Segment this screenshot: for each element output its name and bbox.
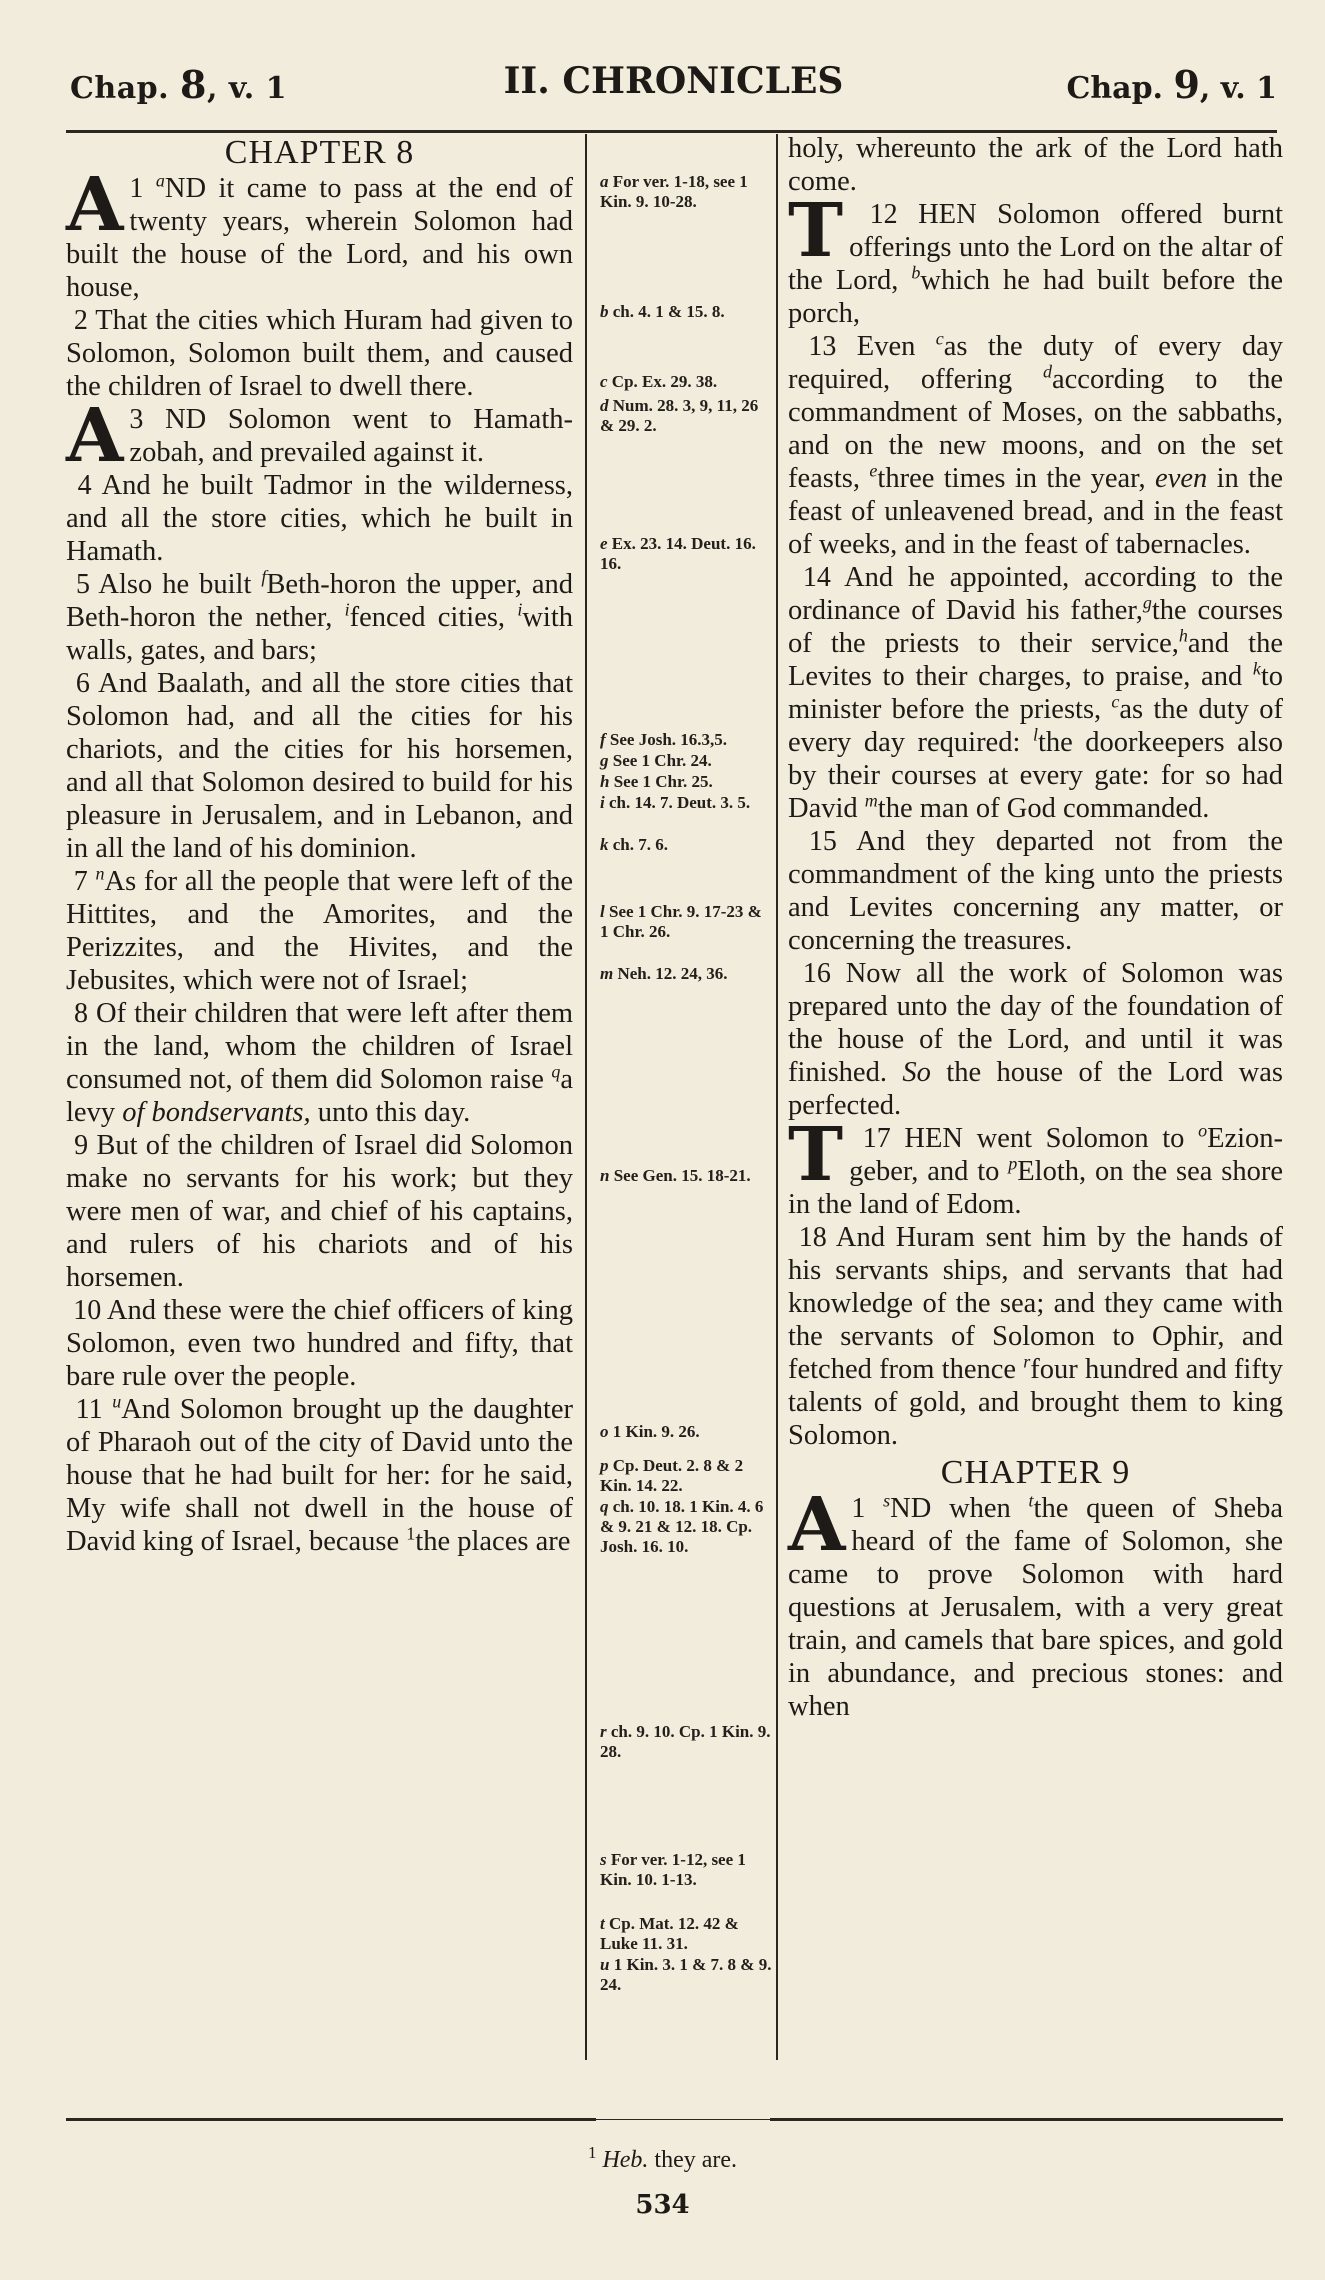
ref-text: See Josh. 16.3,5. [609,730,728,749]
ref-mark: s [883,1490,891,1511]
verse-8-14 [788,561,1283,825]
cross-ref [600,534,772,574]
ref-text: ch. 9. 10. Cp. 1 Kin. 9. 28. [600,1722,771,1761]
cross-ref [600,1955,772,1995]
verse-text: the doorkeepers also by their courses at every gate: for so had David [788,727,1284,824]
cross-ref [600,835,772,855]
verse-text: and the Levites to their charges, to praise, and [788,628,1283,692]
ref-text: Cp. Deut. 2. 8 & 2 Kin. 14. 22. [600,1456,744,1495]
cross-ref [600,793,772,813]
verse-text: Ezion-geber, and to [849,1123,1284,1187]
verse-8-3 [66,393,573,479]
verse-text: And Baalath, and all the store cities that Solomon had, and all the cities for his chariots, and the cities for his horsemen, and all that Solomon desired to build for his pleasure in Jerusalem, and in Lebanon, and in all the land of his dominion. [66,668,573,864]
ref-mark: m [864,790,878,811]
ref-text: Ex. 23. 14. Deut. 16. 16. [600,534,756,573]
ref-mark: q [600,1497,609,1516]
verse-text: As for all the people that were left of the Hittites, and the Amorites, and the Perizzites, and the Hivites, and the Jebusites, which were not of Israel; [66,866,574,996]
header-right-suffix: , v. 1 [1199,71,1277,106]
header-left-suffix: , v. 1 [206,71,288,106]
ref-mark: e [869,460,878,481]
left-column [66,132,573,1558]
chapter-9-heading: CHAPTER 9 [940,1454,1131,1491]
cross-ref [600,730,772,750]
ref-text: ch. 14. 7. Deut. 3. 5. [608,793,751,812]
verse-number: 3 [129,404,144,435]
drop-cap: T [788,1112,844,1198]
verse-text: HEN Solomon offered burnt offerings unto the Lord on the altar of the Lord, [788,199,1283,296]
footnote [0,2143,1325,2174]
header-right-num: 9 [1173,62,1200,107]
ref-mark: k [600,835,609,854]
ref-text: ch. 7. 6. [612,835,668,854]
drop-cap: A [788,1482,846,1568]
ref-mark: f [600,730,606,749]
verse-text: HEN went Solomon to [904,1123,1185,1154]
cross-ref [600,1497,772,1557]
ref-mark: g [1142,592,1152,613]
ref-text: ch. 10. 18. 1 Kin. 4. 6 & 9. 21 & 12. 18. Cp. Josh. 16. 10. [600,1497,764,1556]
cross-ref [600,302,772,322]
verse-8-6 [66,667,573,865]
verse-text: three times in the year, [877,463,1146,494]
verse-text: Of their children that were left after them in the land, whom the children of Israel consumed not, of them did Solomon raise [66,998,574,1095]
verse-text: the places are [415,1526,571,1557]
verse-number: 13 [808,331,837,362]
verse-text: the courses of the priests to their service, [788,595,1283,659]
ref-mark: g [600,751,609,770]
cross-ref [600,396,772,436]
verse-number: 16 [802,958,831,989]
cross-ref [600,1166,772,1186]
verse-number: 18 [798,1222,827,1253]
ref-mark: i [344,599,350,620]
header-left-prefix: Chap. [70,71,170,106]
verse-number: 4 [77,470,92,501]
verse-text: But of the children of Israel did Solomon make no servants for his work; but they were men of war, and chief of his captains, and rulers of his chariots and of his horsemen. [66,1130,574,1293]
verse-text: And Solomon brought up the daughter of Pharaoh out of the city of David unto the house that he had built for her: for he said, My wife shall not dwell in the house of David king of Israel, because [66,1394,574,1557]
verse-text: as the duty of every day required, offering [788,331,1284,395]
column-rule-right [776,134,778,2060]
right-column [788,132,1283,1723]
verse-9-1 [788,1482,1283,1723]
ref-mark: l [1032,724,1038,745]
ref-mark: c [1111,691,1120,712]
ref-mark: u [600,1955,610,1974]
verse-text: fenced cities, [349,602,506,633]
verse-number: 8 [74,998,89,1029]
verse-text: ND when [890,1493,1011,1524]
verse-text: Now all the work of Solomon was prepared unto the day of the foundation of the house of the Lord, and until it was finished. [788,958,1284,1088]
verse-8-12 [788,188,1283,330]
verse-8-1 [66,162,573,304]
verse-number: 14 [802,562,831,593]
verse-text: Beth-horon the upper, and Beth-horon the nether, [66,569,574,633]
verse-8-11 [66,1393,573,1558]
ref-mark: r [1023,1351,1031,1372]
ref-text: For ver. 1-12, see 1 Kin. 10. 1-13. [600,1850,746,1889]
ref-text: See 1 Chr. 24. [612,751,712,770]
verse-8-10 [66,1294,573,1393]
verse-text: unto this day. [317,1097,471,1128]
verse-8-13 [788,330,1283,561]
ref-mark: a [155,170,165,191]
verse-number: 6 [75,668,90,699]
verse-text: a levy [66,1064,574,1128]
ref-mark: k [1252,658,1261,679]
ref-mark: i [517,599,523,620]
verse-text: ND it came to pass at the end of twenty years, wherein Solomon had built the house of the Lord, and his own house, [66,173,573,303]
verse-number: 2 [73,305,88,336]
column-rule-left [585,134,587,2060]
verse-8-16 [788,957,1283,1122]
verse-text: which he had built before the porch, [788,265,1283,329]
verse-8-2 [66,304,573,403]
ref-text: See 1 Chr. 25. [613,772,713,791]
cross-ref [600,1850,772,1890]
verse-number: 7 [73,866,88,897]
cross-ref [600,772,772,792]
ref-mark: e [600,534,608,553]
cross-ref [600,751,772,771]
footnote-mark: 1 [406,1523,416,1544]
ref-text: ch. 4. 1 & 15. 8. [612,302,725,321]
verse-text: Even [856,331,916,362]
ref-mark: t [1028,1490,1034,1511]
footnote-rule-right [770,2118,1283,2121]
cross-ref [600,1722,772,1762]
ref-text: Cp. Mat. 12. 42 & Luke 11. 31. [600,1914,739,1953]
verse-number: 9 [74,1130,89,1161]
verse-text: And he built Tadmor in the wilderness, and all the store cities, which he built in Hamath. [66,470,574,567]
cross-ref [600,1422,772,1442]
ref-mark: c [600,372,608,391]
footnote-rule-middle [596,2119,770,2120]
ref-mark: o [1198,1120,1208,1141]
ref-mark: f [261,566,267,587]
verse-number: 15 [808,826,837,857]
verse-8-15 [788,825,1283,957]
ref-mark: d [1043,361,1052,382]
footnote-italic: Heb. [602,2147,649,2173]
ref-mark: l [600,902,605,921]
ref-mark: a [600,172,609,191]
verse-number: 5 [76,569,90,600]
ref-mark: p [1008,1153,1018,1174]
verse-number: 10 [73,1295,102,1326]
verse-number: 1 [851,1493,866,1524]
verse-text: the house of the Lord was perfected. [788,1057,1283,1121]
header-right-chapter-ref [1066,62,1277,107]
ref-mark: r [600,1722,607,1741]
ref-mark: c [935,328,944,349]
cross-ref [600,372,772,392]
page-number: 534 [635,2190,690,2220]
header-right-prefix: Chap. [1066,71,1164,106]
verse-number: 17 [862,1123,891,1154]
verse-text: And these were the chief officers of king Solomon, even two hundred and fifty, that bare rule over the people. [66,1295,574,1392]
footnote-text: they are. [654,2147,738,2173]
ref-mark: b [911,262,921,283]
ref-text: For ver. 1-18, see 1 Kin. 9. 10-28. [600,172,748,211]
verse-text: Eloth, on the sea shore in the land of Edom. [788,1156,1283,1220]
verse-8-18 [788,1221,1283,1452]
ref-mark: t [600,1914,605,1933]
verse-8-9 [66,1129,573,1294]
verse-8-8 [66,997,573,1129]
cross-ref [600,902,772,942]
ref-mark: q [551,1061,561,1082]
verse-italic: even [1155,463,1208,494]
verse-text: in the feast of unleavened bread, and in the feast of weeks, and in the feast of tabernacles. [788,463,1284,560]
verse-italic: So [902,1057,931,1088]
verse-number: 1 [129,173,144,204]
drop-cap: A [66,393,124,479]
verse-text: with walls, gates, and bars; [66,602,573,666]
verse-8-11-continued: holy, whereunto the ark of the Lord hath come. [788,133,1283,197]
drop-cap: T [788,188,844,274]
verse-text: And they departed not from the commandment of the king unto the priests and Levites concerning any matter, or concerning the treasures. [788,826,1283,956]
cross-ref [600,172,772,212]
verse-text: as the duty of every day required: [788,694,1284,758]
cross-ref [600,964,772,984]
verse-number: 11 [75,1394,103,1425]
verse-text: And Huram sent him by the hands of his servants ships, and servants that had knowledge of the sea; and they came with the servants of Solomon to Ophir, and fetched from thence [788,1222,1283,1385]
ref-text: 1 Kin. 3. 1 & 7. 8 & 9. 24. [600,1955,772,1994]
verse-8-17 [788,1112,1284,1221]
verse-text: Also he built [98,569,252,600]
footnote-mark: 1 [587,2143,597,2162]
ref-mark: o [600,1422,609,1441]
verse-8-5 [66,568,573,667]
verse-8-4 [66,469,573,568]
ref-mark: b [600,302,609,321]
verse-text: That the cities which Huram had given to Solomon, Solomon built them, and caused the children of Israel to dwell there. [66,305,573,402]
ref-mark: p [600,1456,609,1475]
ref-text: See 1 Chr. 9. 17-23 & 1 Chr. 26. [600,902,762,941]
ref-mark: i [600,793,605,812]
verse-text: according to the commandment of Moses, on the sabbaths, and on the new moons, and on the set feasts, [788,364,1283,494]
ref-text: Num. 28. 3, 9, 11, 26 & 29. 2. [600,396,759,435]
ref-mark: h [1178,625,1188,646]
chapter-8-heading: CHAPTER 8 [224,134,415,171]
verse-text: ND Solomon went to Hamath-zobah, and prevailed against it. [129,404,573,468]
ref-text: 1 Kin. 9. 26. [612,1422,700,1441]
drop-cap: A [66,162,124,248]
ref-mark: n [95,863,105,884]
ref-mark: m [600,964,614,983]
book-title: II. CHRONICLES [503,60,844,102]
verse-text: And he appointed, according to the ordinance of David his father, [788,562,1283,626]
cross-ref [600,1456,772,1496]
header-left-num: 8 [180,62,207,107]
ref-mark: h [600,772,610,791]
cross-ref [600,1914,772,1954]
ref-text: See Gen. 15. 18-21. [613,1166,751,1185]
ref-mark: d [600,396,609,415]
footnote-rule-left [66,2118,596,2121]
ref-text: Neh. 12. 24, 36. [617,964,728,983]
verse-text: the queen of Sheba heard of the fame of Solomon, she came to prove Solomon with hard questions at Jerusalem, with a very great train, and camels that bare spices, and gold in abundance, and precious stones: and when [788,1493,1283,1722]
verse-italic: of bondservants, [122,1097,311,1128]
verse-text: to minister before the priests, [788,661,1284,725]
verse-number: 12 [869,199,898,230]
ref-mark: u [112,1391,122,1412]
verse-text: four hundred and fifty talents of gold, and brought them to king Solomon. [788,1354,1284,1451]
ref-text: Cp. Ex. 29. 38. [611,372,718,391]
verse-8-7 [66,865,573,997]
running-head [70,62,1277,118]
verse-text: the man of God commanded. [877,793,1210,824]
ref-mark: s [600,1850,607,1869]
ref-mark: n [600,1166,610,1185]
